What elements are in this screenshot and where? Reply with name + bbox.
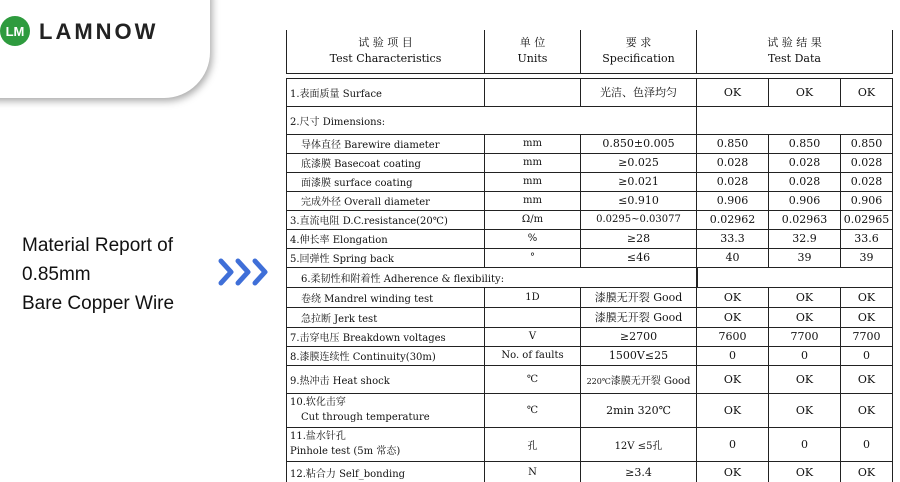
row-name: 7.击穿电压 Breakdown voltages — [287, 327, 485, 346]
row-name: 面漆膜 surface coating — [287, 172, 485, 191]
row-result-1: 0.850 — [697, 134, 769, 153]
section-adherence-flexibility: 6.柔韧性和附着性 Adherence & flexibility: — [287, 267, 697, 287]
row-name: 导体直径 Barewire diameter — [287, 134, 485, 153]
section-dimensions: 2.尺寸 Dimensions: — [287, 106, 697, 134]
header-specification: 要 求 Specification — [581, 30, 697, 73]
row-name: 9.热冲击 Heat shock — [287, 365, 485, 393]
row-result-3: OK — [841, 461, 893, 482]
table-row — [287, 78, 893, 106]
logo-card — [0, 0, 210, 98]
row-result-2: 0 — [769, 346, 841, 365]
row-result-3: OK — [841, 365, 893, 393]
row-unit: ℃ — [485, 365, 581, 393]
row-spec: 12V ≤5孔 — [581, 427, 697, 461]
row-result-2: OK — [769, 365, 841, 393]
row-unit: 孔 — [485, 427, 581, 461]
row-result-2: 0 — [769, 427, 841, 461]
header-test-data: 试 验 结 果 Test Data — [697, 30, 893, 73]
row-result-1: 40 — [697, 248, 769, 267]
row-spec: 漆膜无开裂 Good — [581, 287, 697, 307]
table-section-row — [287, 267, 893, 287]
row-name: 4.伸长率 Elongation — [287, 229, 485, 248]
table-row — [287, 307, 893, 327]
row-result-1: OK — [697, 307, 769, 327]
row-spec: ≥3.4 — [581, 461, 697, 482]
row-result-2: 32.9 — [769, 229, 841, 248]
test-results-table — [286, 30, 893, 74]
row-name: 完成外径 Overall diameter — [287, 191, 485, 210]
table-section-row — [287, 106, 893, 134]
row-unit: % — [485, 229, 581, 248]
row-result-1: OK — [697, 365, 769, 393]
row-spec: ≥0.021 — [581, 172, 697, 191]
row-result-2: OK — [769, 393, 841, 427]
table-row — [287, 210, 893, 229]
row-result-3: OK — [841, 393, 893, 427]
row-result-3: OK — [841, 307, 893, 327]
row-result-2: 0.028 — [769, 153, 841, 172]
header-units: 单 位 Units — [485, 30, 581, 73]
row-name: 3.直流电阻 D.C.resistance(20℃) — [287, 210, 485, 229]
caption-line-3: Bare Copper Wire — [22, 289, 174, 318]
row-name: 11.盐水针孔 Pinhole test (5m 常态) — [287, 427, 485, 461]
row-result-1: OK — [697, 393, 769, 427]
row-unit: mm — [485, 191, 581, 210]
table-row — [287, 461, 893, 482]
row-result-2: 7700 — [769, 327, 841, 346]
row-result-3: 0.02965 — [841, 210, 893, 229]
table-row — [287, 229, 893, 248]
row-spec: 2min 320℃ — [581, 393, 697, 427]
row-result-2: OK — [769, 287, 841, 307]
row-unit: 1D — [485, 287, 581, 307]
row-result-2: OK — [769, 307, 841, 327]
row-result-1: 7600 — [697, 327, 769, 346]
row-result-3: 33.6 — [841, 229, 893, 248]
row-unit: No. of faults — [485, 346, 581, 365]
caption-line-2: 0.85mm — [22, 260, 174, 289]
table-row — [287, 248, 893, 267]
row-result-3: 0 — [841, 346, 893, 365]
row-result-3: OK — [841, 78, 893, 106]
table-row — [287, 172, 893, 191]
row-name: 5.回弹性 Spring back — [287, 248, 485, 267]
logo-mark-letters: LM — [6, 24, 25, 39]
test-results-body — [286, 78, 893, 482]
row-spec: ≥28 — [581, 229, 697, 248]
row-result-2: OK — [769, 78, 841, 106]
spec-text: 漆膜无开裂 Good — [611, 376, 691, 387]
row-unit: Ω/m — [485, 210, 581, 229]
row-spec: ≤46 — [581, 248, 697, 267]
row-name: 8.漆膜连续性 Continuity(30m) — [287, 346, 485, 365]
row-result-3: 0.028 — [841, 153, 893, 172]
row-spec: 漆膜无开裂 Good — [581, 307, 697, 327]
row-result-1: OK — [697, 461, 769, 482]
row-unit: N — [485, 461, 581, 482]
brand-name: LAMNOW — [39, 19, 158, 45]
row-spec: 光洁、色泽均匀 — [581, 78, 697, 106]
row-name: 12.粘合力 Self_bonding — [287, 461, 485, 482]
material-report — [286, 30, 894, 482]
row-name: 卷绕 Mandrel winding test — [287, 287, 485, 307]
row-result-1: 0.028 — [697, 172, 769, 191]
row-result-2: 0.906 — [769, 191, 841, 210]
row-unit — [485, 307, 581, 327]
row-unit: mm — [485, 172, 581, 191]
spec-prefix: 220℃ — [587, 377, 611, 386]
row-result-1: 0.906 — [697, 191, 769, 210]
row-result-3: 7700 — [841, 327, 893, 346]
row-spec — [581, 365, 697, 393]
row-result-3: OK — [841, 287, 893, 307]
lamnow-logo-icon — [0, 16, 30, 46]
table-header-row — [287, 30, 893, 73]
table-row — [287, 153, 893, 172]
row-result-3: 0.028 — [841, 172, 893, 191]
table-row — [287, 134, 893, 153]
row-result-1: OK — [697, 287, 769, 307]
row-result-1: 0 — [697, 427, 769, 461]
table-row — [287, 191, 893, 210]
row-result-2: 0.02963 — [769, 210, 841, 229]
table-row — [287, 365, 893, 393]
table-row — [287, 287, 893, 307]
row-result-1: 0 — [697, 346, 769, 365]
row-spec: ≤0.910 — [581, 191, 697, 210]
row-spec: ≥0.025 — [581, 153, 697, 172]
row-spec: 1500V≤25 — [581, 346, 697, 365]
section-empty-cell — [697, 267, 893, 287]
row-result-2: 0.028 — [769, 172, 841, 191]
report-caption — [22, 231, 174, 318]
row-result-3: 0 — [841, 427, 893, 461]
row-result-2: OK — [769, 461, 841, 482]
row-spec: ≥2700 — [581, 327, 697, 346]
row-result-3: 39 — [841, 248, 893, 267]
row-result-2: 39 — [769, 248, 841, 267]
row-result-3: 0.906 — [841, 191, 893, 210]
table-row — [287, 393, 893, 427]
chevron-right-arrows-icon — [216, 257, 272, 287]
header-test-characteristics: 试 验 项 目 Test Characteristics — [287, 30, 485, 73]
caption-line-1: Material Report of — [22, 231, 174, 260]
row-name: 急拉断 Jerk test — [287, 307, 485, 327]
row-name: 底漆膜 Basecoat coating — [287, 153, 485, 172]
row-unit: mm — [485, 153, 581, 172]
row-result-1: 0.02962 — [697, 210, 769, 229]
row-spec: 0.850±0.005 — [581, 134, 697, 153]
row-spec: 0.0295~0.03077 — [581, 210, 697, 229]
row-unit — [485, 78, 581, 106]
table-row — [287, 327, 893, 346]
section-empty-cell — [697, 106, 893, 134]
row-result-1: OK — [697, 78, 769, 106]
row-unit: V — [485, 327, 581, 346]
table-row — [287, 346, 893, 365]
row-result-3: 0.850 — [841, 134, 893, 153]
row-result-1: 33.3 — [697, 229, 769, 248]
table-row — [287, 427, 893, 461]
row-unit: mm — [485, 134, 581, 153]
row-result-2: 0.850 — [769, 134, 841, 153]
row-unit: ° — [485, 248, 581, 267]
row-unit: ℃ — [485, 393, 581, 427]
row-name: 10.软化击穿 Cut through temperature — [287, 393, 485, 427]
row-result-1: 0.028 — [697, 153, 769, 172]
row-name: 1.表面质量 Surface — [287, 78, 485, 106]
